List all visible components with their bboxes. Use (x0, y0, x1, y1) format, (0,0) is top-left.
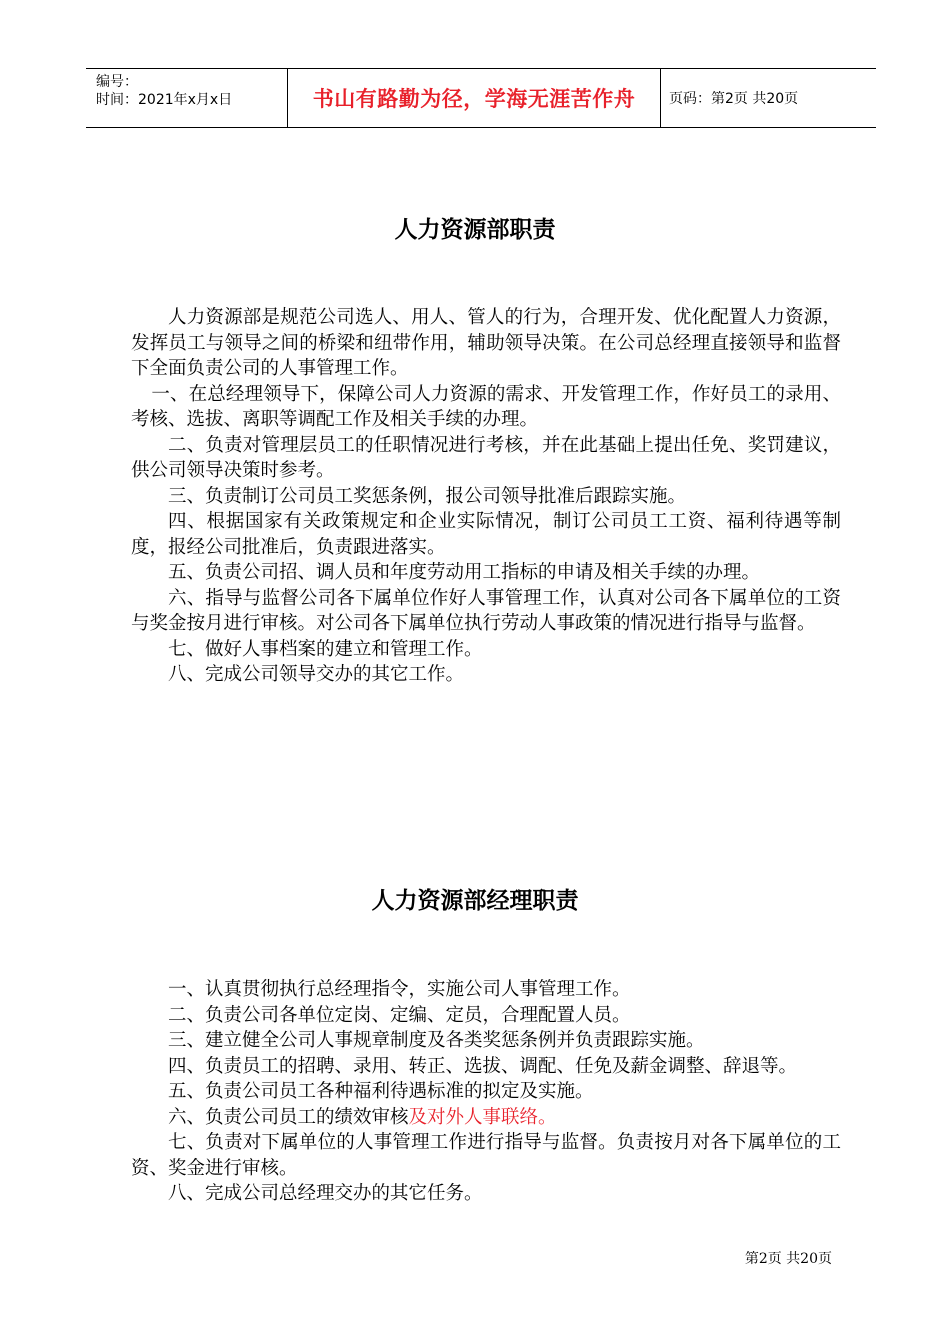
section1-paragraph: 七、做好人事档案的建立和管理工作。 (168, 638, 483, 660)
time-label: 时间：2021年x月x日 (96, 92, 233, 108)
section1-paragraph: 五、负责公司招、调人员和年度劳动用工指标的申请及相关手续的办理。 (168, 562, 761, 583)
section2-paragraph: 一、认真贯彻执行总经理指令，实施公司人事管理工作。 (168, 979, 631, 1000)
section1-paragraph: 六、指导与监督公司各下属单位作好人事管理工作，认真对公司各下属单位的工资与奖金按月进行审核。对公司各下属单位执行劳动人事政策的情况进行指导与监督。 (131, 587, 841, 634)
footer-page-number: 第2页 共20页 (744, 1251, 832, 1267)
section2-paragraph: 三、建立健全公司人事规章制度及各类奖惩条例并负责跟踪实施。 (168, 1030, 705, 1051)
section2-paragraph: 四、负责员工的招聘、录用、转正、选拔、调配、任免及薪金调整、辞退等。 (168, 1055, 798, 1077)
section1-paragraph: 八、完成公司领导交办的其它工作。 (168, 664, 465, 685)
paragraph-6-highlight: 及对外人事联络。 (408, 1106, 557, 1128)
section1-paragraph: 一、在总经理领导下，保障公司人力资源的需求、开发管理工作，作好员工的录用、考核、选拔、离职等调配工作及相关手续的办理。 (131, 383, 841, 430)
section2-paragraph-6 (131, 1105, 841, 1131)
section1-paragraph: 三、负责制订公司员工奖惩条例，报公司领导批准后跟踪实施。 (168, 485, 687, 507)
number-label: 编号： (96, 74, 138, 90)
section2-paragraph: 五、负责公司员工各种福利待遇标准的拟定及实施。 (168, 1081, 594, 1102)
header-page-info: 页码：第2页 共20页 (669, 91, 799, 107)
section1-paragraph: 二、负责对管理层员工的任职情况进行考核，并在此基础上提出任免、奖罚建议，供公司领导决策时参考。 (131, 434, 841, 481)
section1-title: 人力资源部职责 (394, 217, 556, 243)
section2-paragraph: 八、完成公司总经理交办的其它任务。 (168, 1183, 483, 1204)
section2-paragraph: 二、负责公司各单位定岗、定编、定员，合理配置人员。 (168, 1004, 631, 1026)
section2-paragraph: 七、负责对下属单位的人事管理工作进行指导与监督。负责按月对各下属单位的工资、奖金进行审核。 (131, 1132, 841, 1179)
paragraph-6-text: 六、负责公司员工的绩效审核 (168, 1106, 409, 1128)
header-meta-cell (86, 69, 288, 127)
document-header (86, 68, 876, 128)
header-motto: 书山有路勤为径，学海无涯苦作舟 (288, 69, 661, 127)
section1-paragraph: 四、根据国家有关政策规定和企业实际情况，制订公司员工工资、福利待遇等制度，报经公司批准后，负责跟进落实。 (131, 511, 841, 558)
section1-paragraph: 人力资源部是规范公司选人、用人、管人的行为，合理开发、优化配置人力资源，发挥员工与领导之间的桥梁和纽带作用，辅助领导决策。在公司总经理直接领导和监督下全面负责公司的人事管理工作。 (131, 307, 841, 379)
section1-body (131, 305, 841, 688)
section2-body (131, 977, 841, 1207)
section2-title: 人力资源部经理职责 (371, 888, 579, 914)
